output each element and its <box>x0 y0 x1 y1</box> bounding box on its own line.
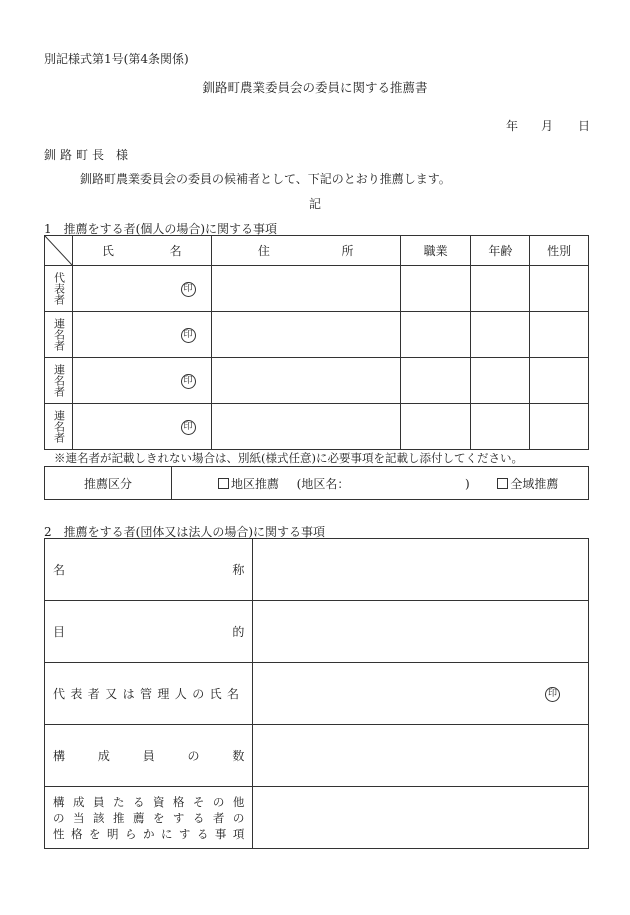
organization-recommender-table <box>44 538 589 849</box>
name-cell[interactable] <box>73 358 212 404</box>
table-row <box>45 725 589 787</box>
checkbox-district[interactable] <box>218 478 229 489</box>
column-address <box>211 236 400 266</box>
table-row <box>45 358 589 404</box>
age-cell[interactable] <box>471 358 530 404</box>
option-district-label: 地区推薦 <box>231 476 280 491</box>
label-part: 的 <box>232 625 245 639</box>
table-row <box>45 601 589 663</box>
row-label-joint-signer: 連名者 <box>52 364 66 397</box>
org-name-field[interactable] <box>253 539 589 601</box>
column-address-part-b: 所 <box>341 244 354 258</box>
gender-cell[interactable] <box>530 404 589 450</box>
row-label-joint-signer: 連名者 <box>52 318 66 351</box>
column-occupation: 職業 <box>400 236 471 266</box>
address-cell[interactable] <box>211 358 400 404</box>
address-cell[interactable] <box>211 312 400 358</box>
overflow-note: ※連名者が記載しきれない場合は、別紙(様式任意)に必要事項を記載し添付してください。 <box>54 451 523 465</box>
column-gender: 性別 <box>530 236 589 266</box>
seal-mark: 印 <box>181 328 196 343</box>
label-representative-name: 代表者又は管理人の氏名 <box>53 687 245 701</box>
honorific: 様 <box>116 148 129 162</box>
diagonal-corner-cell <box>45 236 73 266</box>
table-row <box>45 663 589 725</box>
table-row <box>45 539 589 601</box>
seal-mark: 印 <box>181 282 196 297</box>
date-day-label: 日 <box>578 119 591 133</box>
table-row <box>45 404 589 450</box>
occupation-cell[interactable] <box>400 404 471 450</box>
column-age: 年齢 <box>471 236 530 266</box>
category-options <box>172 467 589 500</box>
seal-mark: 印 <box>181 420 196 435</box>
district-name-label: (地区名： <box>296 476 350 491</box>
form-number: 別記様式第1号(第4条関係) <box>44 52 189 66</box>
label-org-name <box>45 561 252 578</box>
section1-heading: 1 推薦をする者(個人の場合)に関する事項 <box>44 222 277 236</box>
option-all[interactable] <box>497 477 558 491</box>
label-purpose <box>45 623 252 640</box>
occupation-cell[interactable] <box>400 358 471 404</box>
table-row <box>45 266 589 312</box>
label-part: 構 <box>53 749 66 763</box>
column-name <box>73 236 212 266</box>
representative-name-field[interactable] <box>253 663 589 725</box>
label-line: 構成員たる資格その他 <box>53 794 245 809</box>
column-address-part-a: 住 <box>257 244 270 258</box>
member-count-field[interactable] <box>253 725 589 787</box>
label-part: の <box>187 749 200 763</box>
age-cell[interactable] <box>471 312 530 358</box>
recommendation-category-table <box>44 466 589 500</box>
date-month-label: 月 <box>541 119 554 133</box>
gender-cell[interactable] <box>530 358 589 404</box>
row-label-joint-signer: 連名者 <box>52 410 66 443</box>
age-cell[interactable] <box>471 404 530 450</box>
gender-cell[interactable] <box>530 266 589 312</box>
name-cell[interactable] <box>73 312 212 358</box>
occupation-cell[interactable] <box>400 266 471 312</box>
gender-cell[interactable] <box>530 312 589 358</box>
label-part: 名 <box>53 563 66 577</box>
option-all-label: 全域推薦 <box>510 476 559 491</box>
label-line: の当該推薦をする者の <box>53 810 245 825</box>
seal-mark: 印 <box>545 687 560 702</box>
label-member-qualification <box>45 787 253 849</box>
ki-mark: 記 <box>308 197 321 211</box>
address-cell[interactable] <box>211 266 400 312</box>
checkbox-all[interactable] <box>497 478 508 489</box>
occupation-cell[interactable] <box>400 312 471 358</box>
date-year-label: 年 <box>506 119 519 133</box>
label-member-count <box>45 747 252 764</box>
label-part: 成 <box>97 749 110 763</box>
label-part: 数 <box>232 749 245 763</box>
row-label-representative: 代表者 <box>52 272 66 305</box>
column-name-part-a: 氏 <box>101 244 114 258</box>
district-name-close: ) <box>465 476 470 491</box>
address-cell[interactable] <box>211 404 400 450</box>
member-qualification-field[interactable] <box>253 787 589 849</box>
age-cell[interactable] <box>471 266 530 312</box>
individual-recommender-table <box>44 235 589 450</box>
seal-mark: 印 <box>181 374 196 389</box>
body-text: 釧路町農業委員会の委員の候補者として、下記のとおり推薦します。 <box>80 172 451 186</box>
column-name-part-b: 名 <box>169 244 182 258</box>
label-part: 称 <box>232 563 245 577</box>
category-label: 推薦区分 <box>45 467 172 500</box>
diagonal-line <box>45 236 72 265</box>
label-part: 目 <box>53 625 66 639</box>
name-cell[interactable] <box>73 266 212 312</box>
addressee: 釧路町長 <box>44 148 109 162</box>
label-line: 性格を明らかにする事項 <box>53 826 245 841</box>
section2-heading: 2 推薦をする者(団体又は法人の場合)に関する事項 <box>44 525 326 539</box>
option-district[interactable] <box>218 477 279 491</box>
table-row <box>45 312 589 358</box>
label-part: 員 <box>142 749 155 763</box>
purpose-field[interactable] <box>253 601 589 663</box>
table-row <box>45 787 589 849</box>
table-header-row <box>45 236 589 266</box>
name-cell[interactable] <box>73 404 212 450</box>
document-title: 釧路町農業委員会の委員に関する推薦書 <box>202 80 428 95</box>
